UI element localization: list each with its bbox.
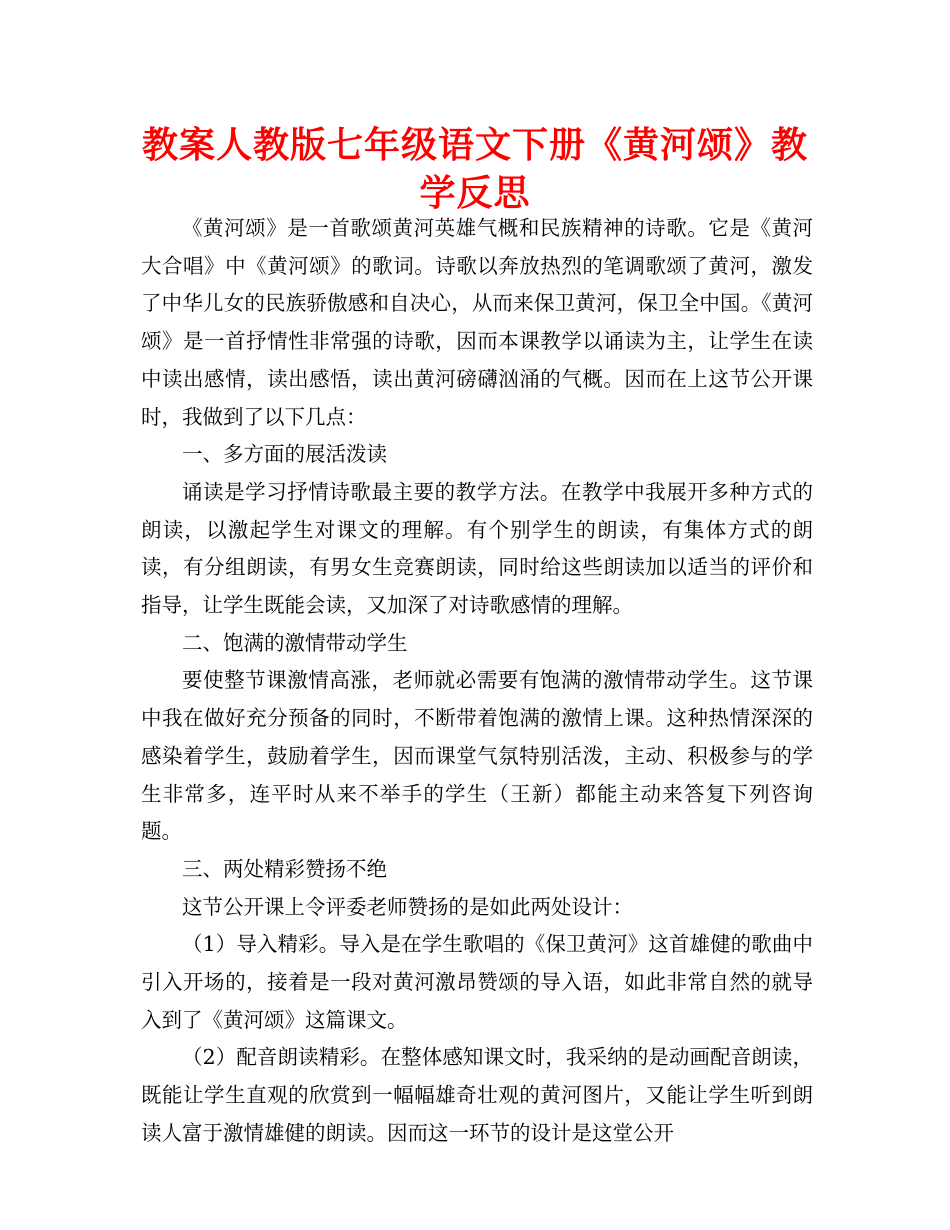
paragraph-intro: 《黄河颂》是一首歌颂黄河英雄气概和民族精神的诗歌。它是《黄河大合唱》中《黄河颂》的歌词。诗歌以奔放热烈的笔调歌颂了黄河，激发了中华儿女的民族骄傲感和自决心，从而来保卫黄河，保卫全中国。《黄河颂》是一首抒情性非常强的诗歌，因而本课教学以诵读为主，让学生在读中读出感情，读出感悟，读出黄河磅礴汹涌的气概。因而在上这节公开课时，我做到了以下几点： <box>141 216 813 429</box>
paragraph-highlight-1: （1）导入精彩。导入是在学生歌唱的《保卫黄河》这首雄健的歌曲中引入开场的，接着是一段对黄河激昂赞颂的导入语，如此非常自然的就导入到了《黄河颂》这篇课文。 <box>141 932 813 1032</box>
paragraph-highlight-2: （2）配音朗读精彩。在整体感知课文时，我采纳的是动画配音朗读，既能让学生直观的欣赏到一幅幅雄奇壮观的黄河图片，又能让学生听到朗读人富于激情雄健的朗读。因而这一环节的设计是这堂公开 <box>141 1045 813 1145</box>
section-heading-1: 一、多方面的展活泼读 <box>182 442 387 467</box>
section-heading-2: 二、饱满的激情带动学生 <box>182 630 408 655</box>
section-heading-3: 三、两处精彩赞扬不绝 <box>182 856 387 881</box>
paragraph-passion: 要使整节课激情高涨，老师就必需要有饱满的激情带动学生。这节课中我在做好充分预备的同时，不断带着饱满的激情上课。这种热情深深的感染着学生，鼓励着学生，因而课堂气氛特别活泼，主动、积极参与的学生非常多，连平时从来不举手的学生（王新）都能主动来答复下列咨询题。 <box>141 668 813 844</box>
document-body <box>141 210 813 1153</box>
paragraph-reading-methods: 诵读是学习抒情诗歌最主要的教学方法。在教学中我展开多种方式的朗读，以激起学生对课文的理解。有个别学生的朗读，有集体方式的朗读，有分组朗读，有男女生竞赛朗读，同时给这些朗读加以适当的评价和指导，让学生既能会读，又加深了对诗歌感情的理解。 <box>141 479 813 618</box>
paragraph-two-highlights: 这节公开课上令评委老师赞扬的是如此两处设计： <box>182 894 633 919</box>
document-title: 教案人教版七年级语文下册《黄河颂》教学反思 <box>141 125 808 214</box>
